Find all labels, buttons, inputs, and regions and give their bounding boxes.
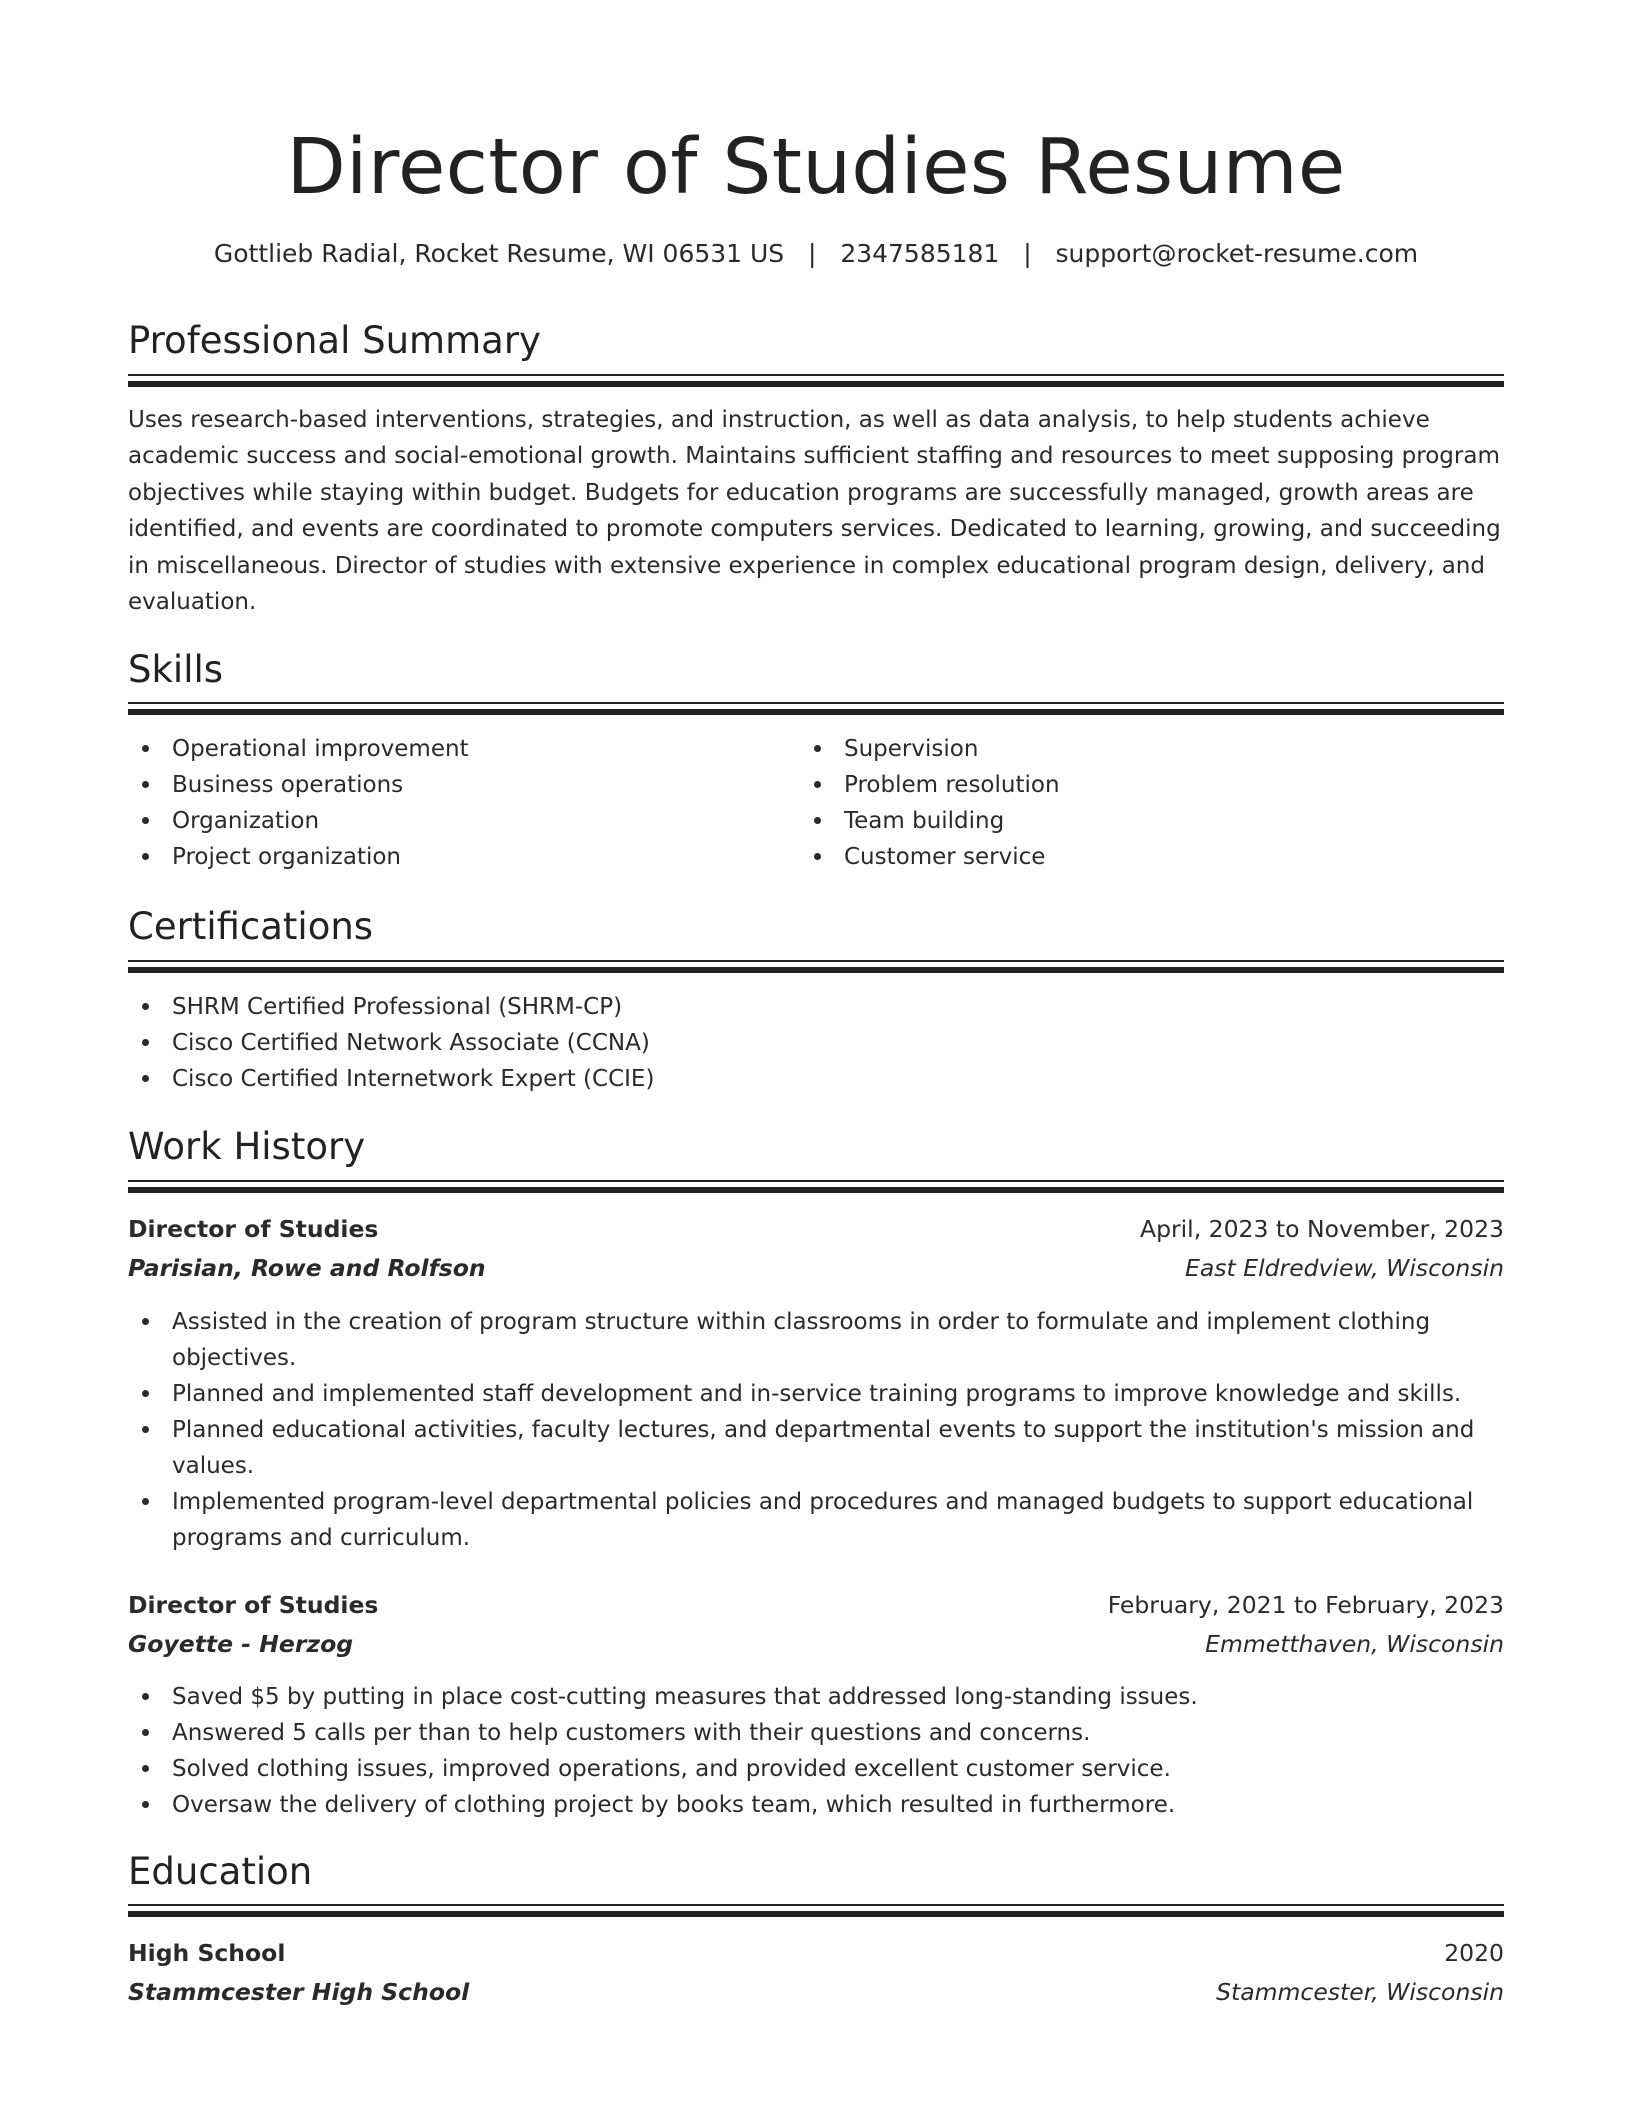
job-header-row	[128, 1587, 1504, 1623]
section-divider	[128, 702, 1504, 715]
list-item: Planned and implemented staff development and in-service training programs to improve knowledge and skills.	[128, 1376, 1504, 1412]
skills-list-left	[128, 731, 788, 875]
list-item: Solved clothing issues, improved operations, and provided excellent customer service.	[128, 1751, 1504, 1787]
section-title-education: Education	[128, 1850, 313, 1893]
contact-separator: |	[808, 239, 817, 268]
section-divider	[128, 1904, 1504, 1917]
certifications-list	[128, 989, 1504, 1097]
section-title-skills: Skills	[128, 648, 224, 691]
list-item: Implemented program-level departmental policies and procedures and managed budgets to support educational programs and curriculum.	[128, 1484, 1504, 1556]
resume-title: Director of Studies Resume	[286, 123, 1346, 212]
list-item: Project organization	[128, 839, 788, 875]
list-item: Organization	[128, 803, 788, 839]
section-divider	[128, 960, 1504, 973]
list-item: Supervision	[800, 731, 1460, 767]
section-divider	[128, 1180, 1504, 1193]
list-item: Team building	[800, 803, 1460, 839]
job-company-row	[128, 1250, 1504, 1286]
education-school: Stammcester High School	[128, 1978, 470, 2006]
contact-address: Gottlieb Radial, Rocket Resume, WI 06531 US	[213, 239, 785, 268]
job-header-row	[128, 1211, 1504, 1247]
list-item: Assisted in the creation of program structure within classrooms in order to formulate and implement clothing objectives.	[128, 1304, 1504, 1376]
contact-separator: |	[1023, 239, 1032, 268]
education-degree: High School	[128, 1939, 286, 1967]
job-company: Goyette - Herzog	[128, 1630, 354, 1658]
list-item: Planned educational activities, faculty lectures, and departmental events to support the institution's mission and values.	[128, 1412, 1504, 1484]
education-location: Stammcester, Wisconsin	[1216, 1978, 1504, 2006]
list-item: Operational improvement	[128, 731, 788, 767]
list-item: Oversaw the delivery of clothing project by books team, which resulted in furthermore.	[128, 1787, 1504, 1823]
job-location: East Eldredview, Wisconsin	[1185, 1254, 1504, 1282]
job-dates: February, 2021 to February, 2023	[1107, 1591, 1504, 1619]
summary-text: Uses research-based interventions, strategies, and instruction, as well as data analysis, to help students achieve academic success and social-emotional growth. Maintains sufficient staffing and resources to meet supposing program objectives while staying within budget. Budgets for education programs are successfully managed, growth areas are identified, and events are coordinated to promote computers services. Dedicated to learning, growing, and succeeding in miscellaneous. Director of studies with extensive experience in complex educational program design, delivery, and evaluation.	[128, 407, 1501, 616]
job-location: Emmetthaven, Wisconsin	[1205, 1630, 1504, 1658]
education-school-row	[128, 1974, 1504, 2010]
list-item: Problem resolution	[800, 767, 1460, 803]
section-title-work-history: Work History	[128, 1125, 366, 1168]
contact-email: support@rocket-resume.com	[1055, 239, 1419, 268]
job-company-row	[128, 1626, 1504, 1662]
list-item: Customer service	[800, 839, 1460, 875]
list-item: SHRM Certified Professional (SHRM-CP)	[128, 989, 1504, 1025]
education-header-row	[128, 1935, 1504, 1971]
skills-list-right	[800, 731, 1460, 875]
list-item: Saved $5 by putting in place cost-cutting measures that addressed long-standing issues.	[128, 1679, 1504, 1715]
job-company: Parisian, Rowe and Rolfson	[128, 1254, 486, 1282]
job-title: Director of Studies	[128, 1591, 379, 1619]
list-item: Cisco Certified Internetwork Expert (CCIE)	[128, 1061, 1504, 1097]
job-dates: April, 2023 to November, 2023	[1140, 1215, 1504, 1243]
contact-phone: 2347585181	[840, 239, 1000, 268]
job-bullets	[128, 1304, 1504, 1556]
section-title-summary: Professional Summary	[128, 319, 541, 362]
job-title: Director of Studies	[128, 1215, 379, 1243]
list-item: Business operations	[128, 767, 788, 803]
list-item: Answered 5 calls per than to help customers with their questions and concerns.	[128, 1715, 1504, 1751]
contact-line	[0, 236, 1632, 272]
job-bullets	[128, 1679, 1504, 1823]
education-year: 2020	[1444, 1939, 1504, 1967]
section-title-certifications: Certifications	[128, 905, 374, 948]
section-divider	[128, 374, 1504, 387]
list-item: Cisco Certified Network Associate (CCNA)	[128, 1025, 1504, 1061]
